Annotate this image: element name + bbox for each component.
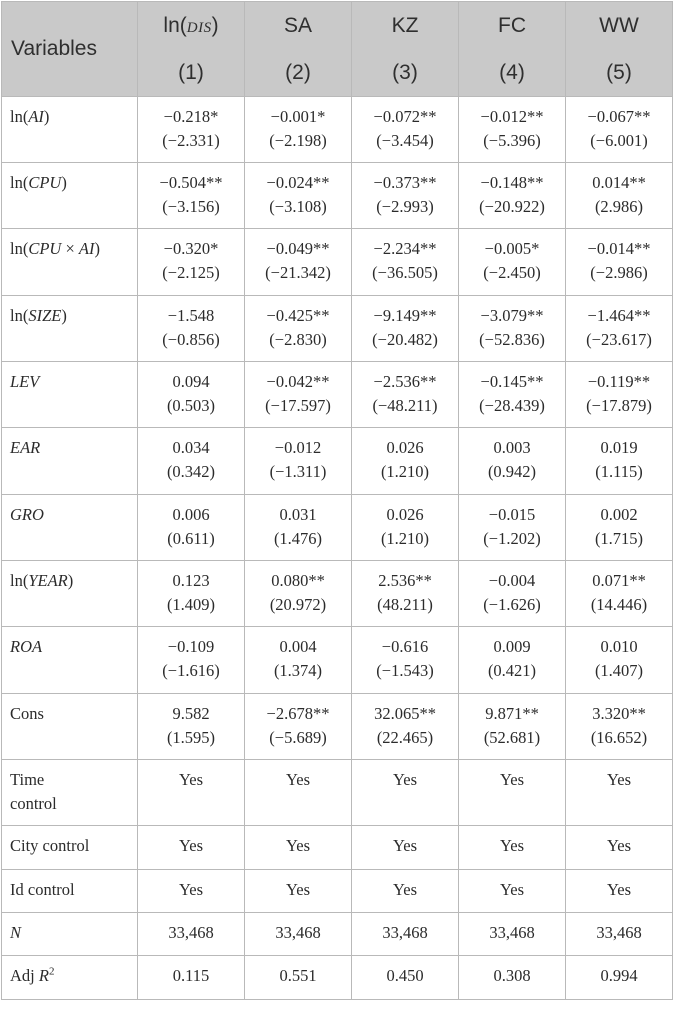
- t-statistic: (48.211): [377, 595, 433, 614]
- coefficient: 0.014**: [592, 173, 646, 192]
- t-statistic: (−1.311): [269, 462, 327, 481]
- t-statistic: (−2.450): [483, 263, 541, 282]
- column-header-5: WW: [566, 2, 673, 50]
- cell: 0.551: [245, 956, 352, 1000]
- cell: [245, 694, 352, 760]
- coefficient: −0.072**: [373, 107, 437, 126]
- coefficient: −0.504**: [159, 173, 223, 192]
- coefficient: −0.067**: [587, 107, 651, 126]
- column-number-1: (1): [138, 49, 245, 97]
- cell: 33,468: [566, 913, 673, 956]
- coefficient: 32.065**: [374, 704, 436, 723]
- cell: Yes: [352, 760, 459, 826]
- cell: Yes: [566, 760, 673, 826]
- coefficient: 0.031: [279, 505, 317, 524]
- coefficient: −0.373**: [373, 173, 437, 192]
- t-statistic: (−2.986): [590, 263, 648, 282]
- cell: [459, 561, 566, 627]
- coefficient: −1.548: [167, 306, 215, 325]
- t-statistic: (−52.836): [479, 330, 545, 349]
- cell: [138, 694, 245, 760]
- cell: 33,468: [245, 913, 352, 956]
- cell: [566, 229, 673, 296]
- coefficient: 0.034: [172, 438, 210, 457]
- t-statistic: (2.986): [594, 197, 644, 216]
- t-statistic: (−17.597): [265, 396, 331, 415]
- t-statistic: (16.652): [590, 728, 648, 747]
- t-statistic: (20.972): [269, 595, 327, 614]
- header-row-names: [2, 2, 673, 50]
- column-number-3: (3): [352, 49, 459, 97]
- cell: [352, 229, 459, 296]
- t-statistic: (−48.211): [372, 396, 438, 415]
- stats-row: [2, 956, 673, 1000]
- cell: [352, 163, 459, 229]
- coefficient: −0.024**: [266, 173, 330, 192]
- t-statistic: (−28.439): [479, 396, 545, 415]
- control-row: [2, 760, 673, 826]
- t-statistic: (52.681): [483, 728, 541, 747]
- column-number-4: (4): [459, 49, 566, 97]
- cell: Yes: [138, 826, 245, 870]
- cell: [566, 362, 673, 428]
- t-statistic: (−3.454): [376, 131, 434, 150]
- coefficient: 0.010: [600, 637, 638, 656]
- coefficient: −2.536**: [373, 372, 437, 391]
- t-statistic: (0.503): [166, 396, 216, 415]
- t-statistic: (1.374): [273, 661, 323, 680]
- table-row: [2, 229, 673, 296]
- cell: [138, 428, 245, 495]
- coefficient: −0.320*: [163, 239, 219, 258]
- cell: [245, 561, 352, 627]
- cell: [245, 296, 352, 362]
- cell: [566, 296, 673, 362]
- t-statistic: (−2.125): [162, 263, 220, 282]
- row-label: ln(YEAR): [2, 561, 138, 627]
- variables-header: Variables: [2, 2, 138, 97]
- cell: 33,468: [352, 913, 459, 956]
- t-statistic: (−1.202): [483, 529, 541, 548]
- t-statistic: (−20.482): [372, 330, 438, 349]
- cell: [245, 163, 352, 229]
- column-header-1: ln(DIS): [138, 2, 245, 50]
- table-row: [2, 428, 673, 495]
- t-statistic: (−3.108): [269, 197, 327, 216]
- t-statistic: (1.476): [273, 529, 323, 548]
- cell: [138, 362, 245, 428]
- coefficient: −3.079**: [480, 306, 544, 325]
- t-statistic: (−3.156): [162, 197, 220, 216]
- cell: [352, 561, 459, 627]
- t-statistic: (−36.505): [372, 263, 438, 282]
- cell: [459, 694, 566, 760]
- coefficient: 0.123: [172, 571, 210, 590]
- cell: [459, 97, 566, 163]
- t-statistic: (−1.626): [483, 595, 541, 614]
- column-header-4: FC: [459, 2, 566, 50]
- cell: Yes: [459, 870, 566, 913]
- coefficient: −0.042**: [266, 372, 330, 391]
- cell: 0.450: [352, 956, 459, 1000]
- coefficient: 0.003: [493, 438, 531, 457]
- cell: [352, 694, 459, 760]
- table-row: [2, 97, 673, 163]
- row-label: Cons: [2, 694, 138, 760]
- t-statistic: (−6.001): [590, 131, 648, 150]
- row-label: Id control: [2, 870, 138, 913]
- cell: Yes: [138, 870, 245, 913]
- t-statistic: (−20.922): [479, 197, 545, 216]
- t-statistic: (0.942): [487, 462, 537, 481]
- row-label: N: [2, 913, 138, 956]
- cell: Yes: [245, 826, 352, 870]
- coefficient: −0.005*: [484, 239, 540, 258]
- t-statistic: (1.409): [166, 595, 216, 614]
- coefficient: 0.080**: [271, 571, 325, 590]
- cell: 0.994: [566, 956, 673, 1000]
- cell: [566, 495, 673, 561]
- cell: [245, 627, 352, 694]
- column-header-2: SA: [245, 2, 352, 50]
- coefficient: −0.049**: [266, 239, 330, 258]
- t-statistic: (0.342): [166, 462, 216, 481]
- cell: [459, 229, 566, 296]
- coefficient: −2.678**: [266, 704, 330, 723]
- coefficient: −0.001*: [270, 107, 326, 126]
- coefficient: 0.026: [386, 438, 424, 457]
- coefficient: −0.119**: [587, 372, 651, 391]
- row-label: ln(SIZE): [2, 296, 138, 362]
- coefficient: −9.149**: [373, 306, 437, 325]
- cell: [245, 229, 352, 296]
- coefficient: 9.871**: [485, 704, 539, 723]
- cell: [459, 163, 566, 229]
- coefficient: −0.012: [274, 438, 322, 457]
- t-statistic: (−2.993): [376, 197, 434, 216]
- t-statistic: (1.715): [594, 529, 644, 548]
- t-statistic: (−17.879): [586, 396, 652, 415]
- cell: Yes: [352, 826, 459, 870]
- regression-table: [1, 1, 673, 1000]
- coefficient: −0.015: [488, 505, 536, 524]
- cell: [459, 428, 566, 495]
- row-label: ln(AI): [2, 97, 138, 163]
- t-statistic: (0.421): [487, 661, 537, 680]
- cell: [245, 97, 352, 163]
- cell: [138, 229, 245, 296]
- cell: [459, 495, 566, 561]
- cell: [352, 495, 459, 561]
- t-statistic: (−5.396): [483, 131, 541, 150]
- t-statistic: (−0.856): [162, 330, 220, 349]
- t-statistic: (−2.198): [269, 131, 327, 150]
- column-number-2: (2): [245, 49, 352, 97]
- t-statistic: (−2.830): [269, 330, 327, 349]
- table-row: [2, 296, 673, 362]
- coefficient: −0.004: [488, 571, 536, 590]
- coefficient: 0.019: [600, 438, 638, 457]
- t-statistic: (14.446): [590, 595, 648, 614]
- coefficient: −0.014**: [587, 239, 651, 258]
- coefficient: 0.009: [493, 637, 531, 656]
- t-statistic: (1.210): [380, 529, 430, 548]
- control-row: [2, 870, 673, 913]
- column-number-5: (5): [566, 49, 673, 97]
- t-statistic: (−5.689): [269, 728, 327, 747]
- cell: [566, 694, 673, 760]
- row-label: ln(CPU × AI): [2, 229, 138, 296]
- table-row: [2, 163, 673, 229]
- cell: Yes: [352, 870, 459, 913]
- row-label: ROA: [2, 627, 138, 694]
- coefficient: 2.536**: [378, 571, 432, 590]
- row-label: ln(CPU): [2, 163, 138, 229]
- coefficient: −0.109: [167, 637, 215, 656]
- cell: [352, 296, 459, 362]
- cell: [138, 97, 245, 163]
- t-statistic: (−1.616): [162, 661, 220, 680]
- coefficient: −0.616: [381, 637, 429, 656]
- cell: [138, 561, 245, 627]
- row-label: Time control: [2, 760, 138, 826]
- cell: [138, 296, 245, 362]
- cell: 33,468: [138, 913, 245, 956]
- coefficient: 3.320**: [592, 704, 646, 723]
- table-body: [2, 97, 673, 1000]
- cell: Yes: [138, 760, 245, 826]
- cell: Yes: [245, 760, 352, 826]
- table-row: [2, 627, 673, 694]
- t-statistic: (−23.617): [586, 330, 652, 349]
- control-row: [2, 826, 673, 870]
- stats-row: [2, 913, 673, 956]
- cell: Yes: [245, 870, 352, 913]
- cell: [459, 627, 566, 694]
- coefficient: 0.006: [172, 505, 210, 524]
- t-statistic: (1.595): [166, 728, 216, 747]
- cell: [245, 362, 352, 428]
- coefficient: 0.004: [279, 637, 317, 656]
- t-statistic: (−21.342): [265, 263, 331, 282]
- cell: [566, 97, 673, 163]
- cell: [138, 163, 245, 229]
- table-row: [2, 694, 673, 760]
- cell: [245, 495, 352, 561]
- row-label: LEV: [2, 362, 138, 428]
- coefficient: −0.218*: [163, 107, 219, 126]
- coefficient: 0.071**: [592, 571, 646, 590]
- row-label: City control: [2, 826, 138, 870]
- table-row: [2, 561, 673, 627]
- cell: Yes: [566, 870, 673, 913]
- cell: [459, 362, 566, 428]
- coefficient: −0.145**: [480, 372, 544, 391]
- t-statistic: (−2.331): [162, 131, 220, 150]
- t-statistic: (−1.543): [376, 661, 434, 680]
- t-statistic: (1.407): [594, 661, 644, 680]
- cell: [245, 428, 352, 495]
- cell: [459, 296, 566, 362]
- t-statistic: (1.115): [595, 462, 643, 481]
- cell: [566, 561, 673, 627]
- coefficient: −0.012**: [480, 107, 544, 126]
- cell: [138, 495, 245, 561]
- row-label: Adj $R^2$: [2, 956, 138, 1000]
- t-statistic: (22.465): [376, 728, 434, 747]
- cell: 0.308: [459, 956, 566, 1000]
- cell: [138, 627, 245, 694]
- cell: [566, 428, 673, 495]
- cell: [566, 627, 673, 694]
- cell: 33,468: [459, 913, 566, 956]
- row-label: EAR: [2, 428, 138, 495]
- coefficient: −1.464**: [587, 306, 651, 325]
- table-row: [2, 495, 673, 561]
- coefficient: 0.026: [386, 505, 424, 524]
- cell: 0.115: [138, 956, 245, 1000]
- cell: [352, 627, 459, 694]
- coefficient: 9.582: [172, 704, 210, 723]
- t-statistic: (1.210): [380, 462, 430, 481]
- t-statistic: (0.611): [167, 529, 215, 548]
- coefficient: 0.002: [600, 505, 638, 524]
- cell: Yes: [566, 826, 673, 870]
- cell: [352, 362, 459, 428]
- coefficient: 0.094: [172, 372, 210, 391]
- coefficient: −2.234**: [373, 239, 437, 258]
- cell: [566, 163, 673, 229]
- row-label: GRO: [2, 495, 138, 561]
- cell: [352, 97, 459, 163]
- column-header-3: KZ: [352, 2, 459, 50]
- cell: Yes: [459, 760, 566, 826]
- table-row: [2, 362, 673, 428]
- cell: Yes: [459, 826, 566, 870]
- coefficient: −0.148**: [480, 173, 544, 192]
- coefficient: −0.425**: [266, 306, 330, 325]
- cell: [352, 428, 459, 495]
